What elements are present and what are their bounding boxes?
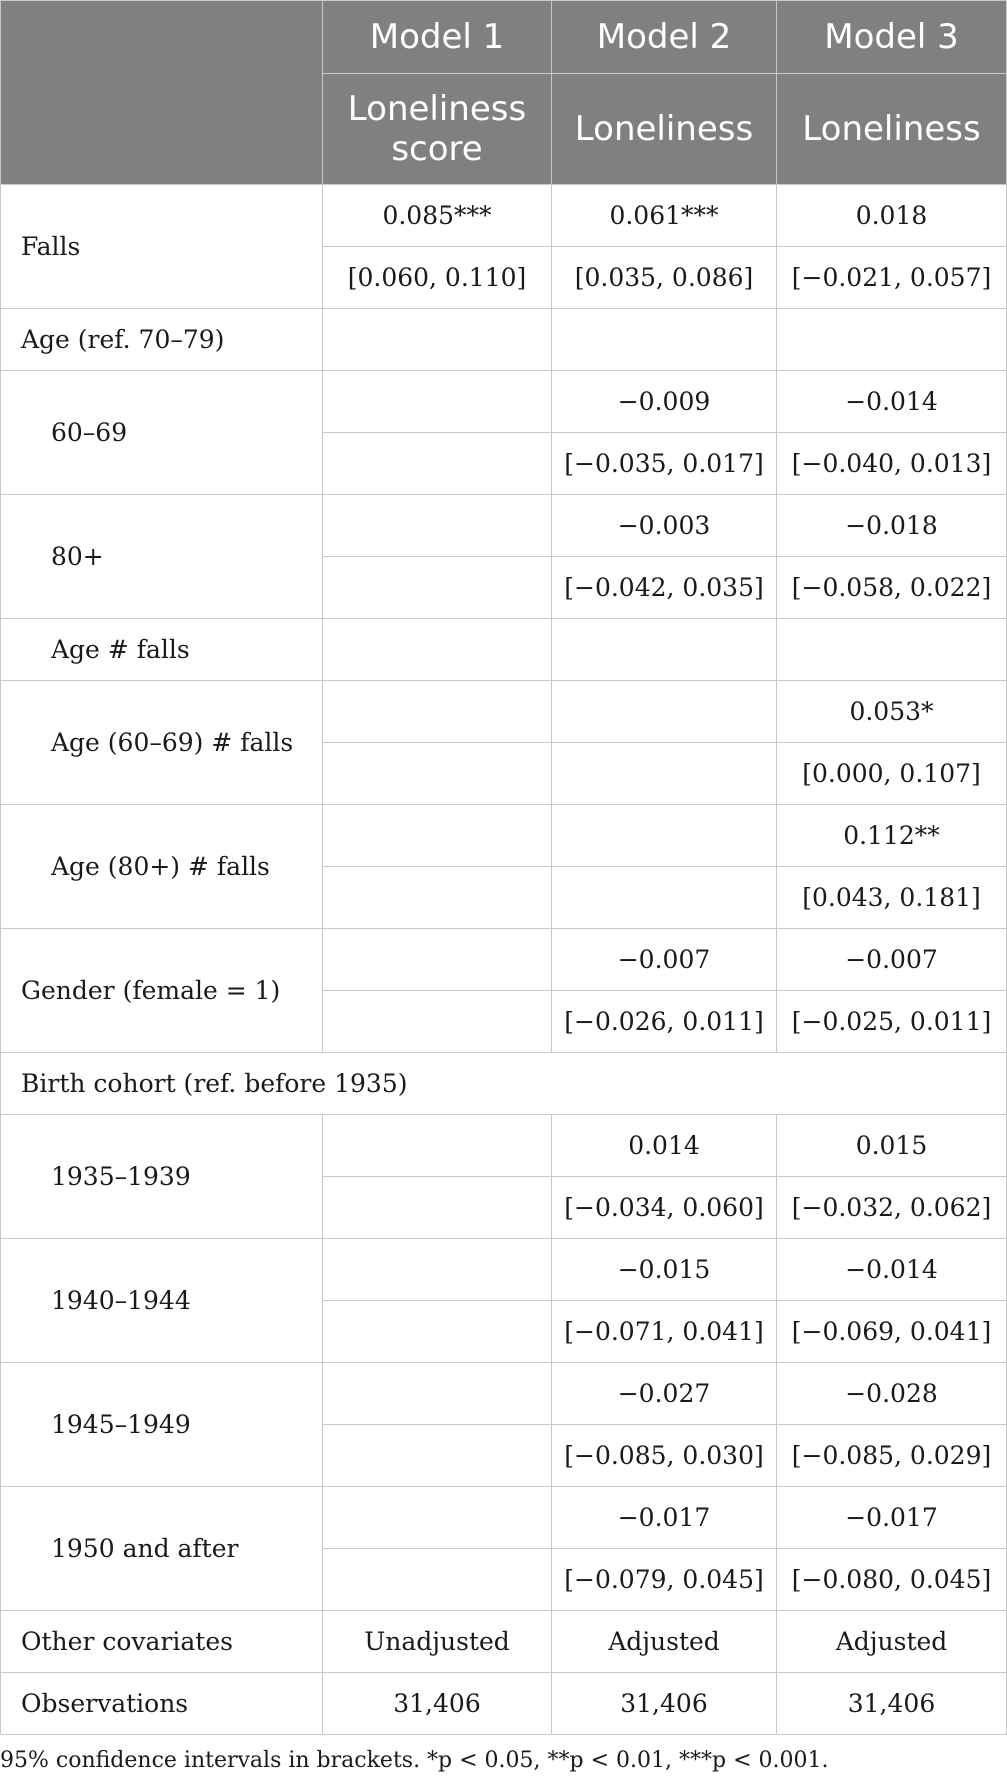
- value-cell: 31,406: [777, 1673, 1007, 1735]
- value-cell: Adjusted: [552, 1611, 777, 1673]
- ci-cell: [−0.071, 0.041]: [552, 1301, 777, 1363]
- table-footnote: 95% confidence intervals in brackets. *p < 0.05, **p < 0.01, ***p < 0.001.: [0, 1748, 829, 1773]
- table-row: [1, 1487, 1007, 1549]
- coef-cell: 0.018: [777, 185, 1007, 247]
- coef-cell: 0.053*: [777, 681, 1007, 743]
- table-row: [1, 1363, 1007, 1425]
- header-blank-cell: [1, 1, 323, 185]
- table-row: [1, 805, 1007, 867]
- ci-cell: [0.035, 0.086]: [552, 247, 777, 309]
- ci-cell: [−0.034, 0.060]: [552, 1177, 777, 1239]
- row-label: 1950 and after: [1, 1487, 323, 1611]
- empty-cell: [323, 805, 552, 867]
- empty-cell: [552, 681, 777, 743]
- empty-cell: [552, 309, 777, 371]
- coef-cell: −0.017: [777, 1487, 1007, 1549]
- ci-cell: [−0.032, 0.062]: [777, 1177, 1007, 1239]
- ci-cell: [−0.058, 0.022]: [777, 557, 1007, 619]
- coef-cell: −0.015: [552, 1239, 777, 1301]
- coef-cell: 0.112**: [777, 805, 1007, 867]
- ci-cell: [−0.069, 0.041]: [777, 1301, 1007, 1363]
- empty-cell: [323, 681, 552, 743]
- table-row: [1, 1673, 1007, 1735]
- empty-cell: [323, 1239, 552, 1301]
- empty-cell: [323, 1549, 552, 1611]
- header-outcome-2: Loneliness: [552, 74, 777, 185]
- empty-cell: [552, 867, 777, 929]
- table-row: [1, 1611, 1007, 1673]
- coef-cell: 0.014: [552, 1115, 777, 1177]
- coef-cell: −0.007: [777, 929, 1007, 991]
- empty-cell: [323, 371, 552, 433]
- value-cell: 31,406: [323, 1673, 552, 1735]
- empty-cell: [323, 1177, 552, 1239]
- coef-cell: −0.027: [552, 1363, 777, 1425]
- row-label: 1935–1939: [1, 1115, 323, 1239]
- empty-cell: [323, 433, 552, 495]
- value-cell: Unadjusted: [323, 1611, 552, 1673]
- row-label: Observations: [1, 1673, 323, 1735]
- value-cell: Adjusted: [777, 1611, 1007, 1673]
- empty-cell: [323, 1301, 552, 1363]
- row-label: Age (ref. 70–79): [1, 309, 323, 371]
- row-label: Gender (female = 1): [1, 929, 323, 1053]
- table-row: [1, 371, 1007, 433]
- empty-cell: [323, 309, 552, 371]
- ci-cell: [−0.079, 0.045]: [552, 1549, 777, 1611]
- row-label: Age (60–69) # falls: [1, 681, 323, 805]
- ci-cell: [0.000, 0.107]: [777, 743, 1007, 805]
- empty-cell: [323, 1115, 552, 1177]
- ci-cell: [−0.085, 0.029]: [777, 1425, 1007, 1487]
- table-row: [1, 185, 1007, 247]
- table-row: [1, 1053, 1007, 1115]
- empty-cell: [323, 495, 552, 557]
- table-row: [1, 1115, 1007, 1177]
- ci-cell: [−0.021, 0.057]: [777, 247, 1007, 309]
- coef-cell: −0.014: [777, 1239, 1007, 1301]
- row-label: Falls: [1, 185, 323, 309]
- empty-cell: [323, 867, 552, 929]
- row-label: Age (80+) # falls: [1, 805, 323, 929]
- table-row: [1, 495, 1007, 557]
- header-outcome-3: Loneliness: [777, 74, 1007, 185]
- table-row: [1, 681, 1007, 743]
- coef-cell: 0.015: [777, 1115, 1007, 1177]
- coef-cell: −0.028: [777, 1363, 1007, 1425]
- empty-cell: [777, 619, 1007, 681]
- ci-cell: [−0.026, 0.011]: [552, 991, 777, 1053]
- empty-cell: [552, 743, 777, 805]
- ci-cell: [−0.085, 0.030]: [552, 1425, 777, 1487]
- row-label: Age # falls: [1, 619, 323, 681]
- header-model-1: Model 1: [323, 1, 552, 74]
- empty-cell: [552, 805, 777, 867]
- table-row: [1, 619, 1007, 681]
- header-model-3: Model 3: [777, 1, 1007, 74]
- empty-cell: [323, 1363, 552, 1425]
- ci-cell: [0.043, 0.181]: [777, 867, 1007, 929]
- coef-cell: 0.061***: [552, 185, 777, 247]
- value-cell: 31,406: [552, 1673, 777, 1735]
- row-label: Birth cohort (ref. before 1935): [1, 1053, 1007, 1115]
- coef-cell: −0.018: [777, 495, 1007, 557]
- empty-cell: [323, 619, 552, 681]
- row-label: 1940–1944: [1, 1239, 323, 1363]
- coef-cell: −0.017: [552, 1487, 777, 1549]
- coef-cell: −0.014: [777, 371, 1007, 433]
- ci-cell: [−0.042, 0.035]: [552, 557, 777, 619]
- row-label: 80+: [1, 495, 323, 619]
- ci-cell: [−0.040, 0.013]: [777, 433, 1007, 495]
- empty-cell: [777, 309, 1007, 371]
- ci-cell: [−0.025, 0.011]: [777, 991, 1007, 1053]
- coef-cell: −0.007: [552, 929, 777, 991]
- empty-cell: [323, 991, 552, 1053]
- empty-cell: [552, 619, 777, 681]
- table-row: [1, 929, 1007, 991]
- header-model-2: Model 2: [552, 1, 777, 74]
- header-outcome-1: Loneliness score: [323, 74, 552, 185]
- empty-cell: [323, 1425, 552, 1487]
- ci-cell: [−0.080, 0.045]: [777, 1549, 1007, 1611]
- empty-cell: [323, 557, 552, 619]
- empty-cell: [323, 929, 552, 991]
- table-row: [1, 1239, 1007, 1301]
- ci-cell: [−0.035, 0.017]: [552, 433, 777, 495]
- row-label: 1945–1949: [1, 1363, 323, 1487]
- empty-cell: [323, 1487, 552, 1549]
- empty-cell: [323, 743, 552, 805]
- table-row: [1, 309, 1007, 371]
- coef-cell: 0.085***: [323, 185, 552, 247]
- row-label: Other covariates: [1, 1611, 323, 1673]
- coef-cell: −0.009: [552, 371, 777, 433]
- ci-cell: [0.060, 0.110]: [323, 247, 552, 309]
- row-label: 60–69: [1, 371, 323, 495]
- coef-cell: −0.003: [552, 495, 777, 557]
